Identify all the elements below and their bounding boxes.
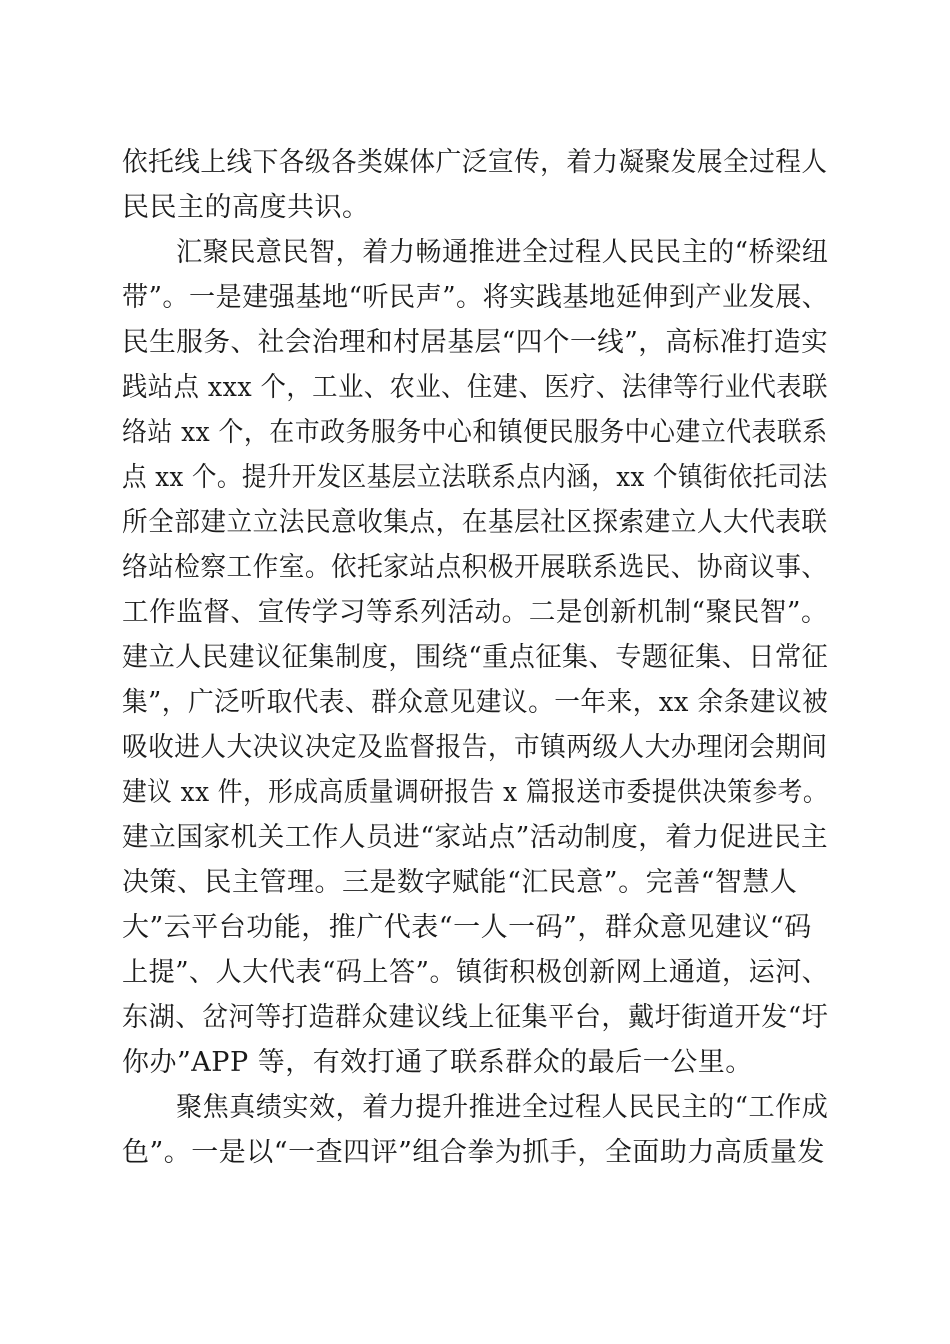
text-line: 民民主的高度共识。 [122,192,370,223]
text-line: 民生服务、社会治理和村居基层“四个一线”，高标准打造实 [122,327,829,358]
text-line: 所全部建立立法民意收集点，在基层社区探索建立人大代表联 [122,507,828,538]
text-line: 大”云平台功能，推广代表“一人一码”，群众意见建议“码 [122,912,812,943]
paragraph-start-line: 汇聚民意民智，着力畅通推进全过程人民民主的“桥梁纽 [176,237,829,268]
text-line: 带”。一是建强基地“听民声”。将实践基地延伸到产业发展、 [122,282,829,313]
text-line: 建议 xx 件，形成高质量调研报告 x 篇报送市委提供决策参考。 [122,777,829,808]
text-line: 吸收进人大决议决定及监督报告，市镇两级人大办理闭会期间 [122,732,828,763]
text-line: 建立人民建议征集制度，围绕“重点征集、专题征集、日常征 [122,642,829,673]
paragraph-start-line: 聚焦真绩实效，着力提升推进全过程人民民主的“工作成 [176,1092,829,1123]
text-line: 依托线上线下各级各类媒体广泛宣传，着力凝聚发展全过程人 [122,147,828,178]
text-line: 集”，广泛听取代表、群众意见建议。一年来，xx 余条建议被 [122,687,829,718]
text-line: 工作监督、宣传学习等系列活动。二是创新机制“聚民智”。 [122,597,829,628]
text-line: 色”。一是以“一查四评”组合拳为抓手，全面助力高质量发 [122,1137,825,1168]
text-line: 决策、民主管理。三是数字赋能“汇民意”。完善“智慧人 [122,867,798,898]
text-line: 络站检察工作室。依托家站点积极开展联系选民、协商议事、 [122,552,828,583]
text-line: 上提”、人大代表“码上答”。镇街积极创新网上通道，运河、 [122,957,829,988]
text-line: 点 xx 个。提升开发区基层立法联系点内涵，xx 个镇街依托司法 [122,462,828,493]
text-line: 建立国家机关工作人员进“家站点”活动制度，着力促进民主 [122,822,829,853]
text-line: 践站点 xxx 个，工业、农业、住建、医疗、法律等行业代表联 [122,372,828,403]
text-line: 络站 xx 个，在市政务服务中心和镇便民服务中心建立代表联系 [122,417,828,448]
text-line: 东湖、岔河等打造群众建议线上征集平台，戴圩街道开发“圩 [122,1002,829,1033]
text-line: 你办”APP 等，有效打通了联系群众的最后一公里。 [122,1047,753,1078]
